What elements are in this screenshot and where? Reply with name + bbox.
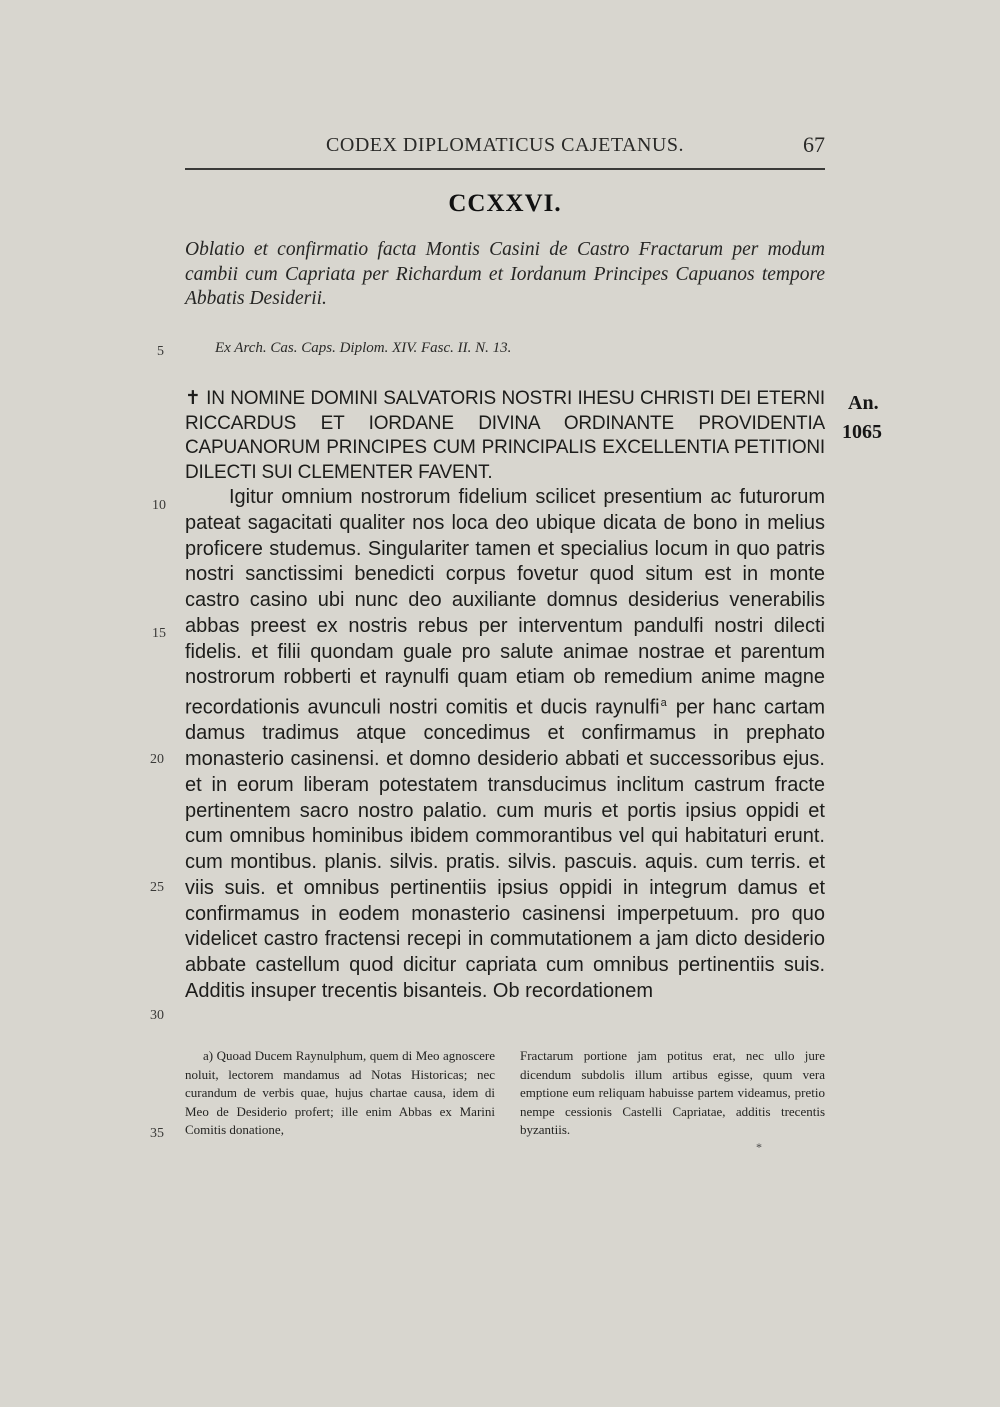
asterisk-mark: * [756, 1140, 762, 1154]
line-number-10: 10 [152, 498, 166, 513]
body-text-part-1: Igitur omnium nostrorum fidelium scilicet presentium ac futurorum pateat sagacitati qualiter nos loca deo ubique dicata de bono in melius proficere studemus. Singulariter tamen et specialius locum in quo patris nostri sanctissimi benedicti corpus fovetur quod situm est in monte castro casino ubi nunc deo auxiliante domnus desiderius venerabilis abbas preest ex nostris rebus per interventum pandulfi nostri dilecti fidelis. et filii quondam guale pro salute animae nostrae et parentum nostrorum robberti et raynulfi quam etiam ob remedium anime magne recordationis avunculi nostri comitis et ducis raynulfi [185, 486, 825, 719]
page-header [185, 128, 825, 162]
line-number-25: 25 [150, 880, 164, 895]
body-text-part-2: per hanc cartam damus tradimus atque concedimus et confirmamus in prephato monasterio casinensi. et domno desiderio abbati et successoribus ejus. et in eorum liberam potestatem transducimus inclitum castrum fracte pertinentem sacro nostro palatio. cum muris et portis ipsius oppidi et cum omnibus hominibus ibidem commorantibus vel qui habitaturi erunt. cum montibus. planis. silvis. pratis. silvis. pascuis. aquis. cum terris. et viis suis. et omnibus pertinentiis ipsius oppidi in integrum damus et confirmamus in eodem monasterio casinensi imperpetuum. pro quo videlicet castro fractensi recepi in commutationem a jam dicto desiderio abbate castellum quod dicitur capriata cum omnibus pertinentiis suis. Additis insuper trecentis bisanteis. Ob recordationem [185, 696, 825, 1002]
line-number-20: 20 [150, 752, 164, 767]
invocatio-text: IN NOMINE DOMINI SALVATORIS NOSTRI IHESU CHRISTI DEI ETERNI RICCARDUS ET IORDANE DIVINA ORDINANTE PROVIDENTIA CAPUANORUM PRINCIPES CUM PRINCIPALIS EXCELLENTIA PETITIONI DILECTI SUI CLEMENTER FAVENT. [185, 388, 825, 483]
footnote-right-column: Fractarum portione jam potitus erat, nec ullo jure dicendum subdolis illum artibus egisse, quum vera emptione eum reliquam habuisse partem videamus, pretio nempe cessionis Castelli Capriatae, additis trecentis byzantiis. [520, 1048, 825, 1137]
charter-paragraph [185, 485, 825, 1005]
line-number-35: 35 [150, 1126, 164, 1141]
line-number-30: 30 [150, 1008, 164, 1023]
year-label: An. [848, 392, 879, 414]
footnote-marker: a [660, 697, 667, 709]
document-number: CCXXVI. [448, 190, 562, 217]
running-title: CODEX DIPLOMATICUS CAJETANUS. [326, 134, 684, 156]
charter-body [185, 485, 825, 1005]
line-number-15: 15 [152, 626, 166, 641]
page-number: 67 [803, 132, 825, 157]
footnote-left-column: a) Quoad Ducem Raynulphum, quem di Meo agnoscere noluit, lectorem mandamus ad Notas Historicas; nec curandum de verbis quae, hujus chartae causa, idem di Meo de Desiderio profert; ille enim Abbas ex Marini Comitis donatione, [185, 1048, 495, 1137]
source-reference: Ex Arch. Cas. Caps. Diplom. XIV. Fasc. II. N. 13. [215, 340, 512, 356]
year-value: 1065 [842, 421, 882, 443]
line-number-5: 5 [157, 344, 164, 359]
cross-icon: ✝ [185, 387, 201, 409]
invocatio [185, 386, 825, 485]
document-summary: Oblatio et confirmatio facta Montis Casini de Castro Fractarum per modum cambii cum Capriata per Richardum et Iordanum Principes Capuanos tempore Abbatis Desiderii. [185, 239, 825, 309]
header-rule [185, 168, 825, 170]
